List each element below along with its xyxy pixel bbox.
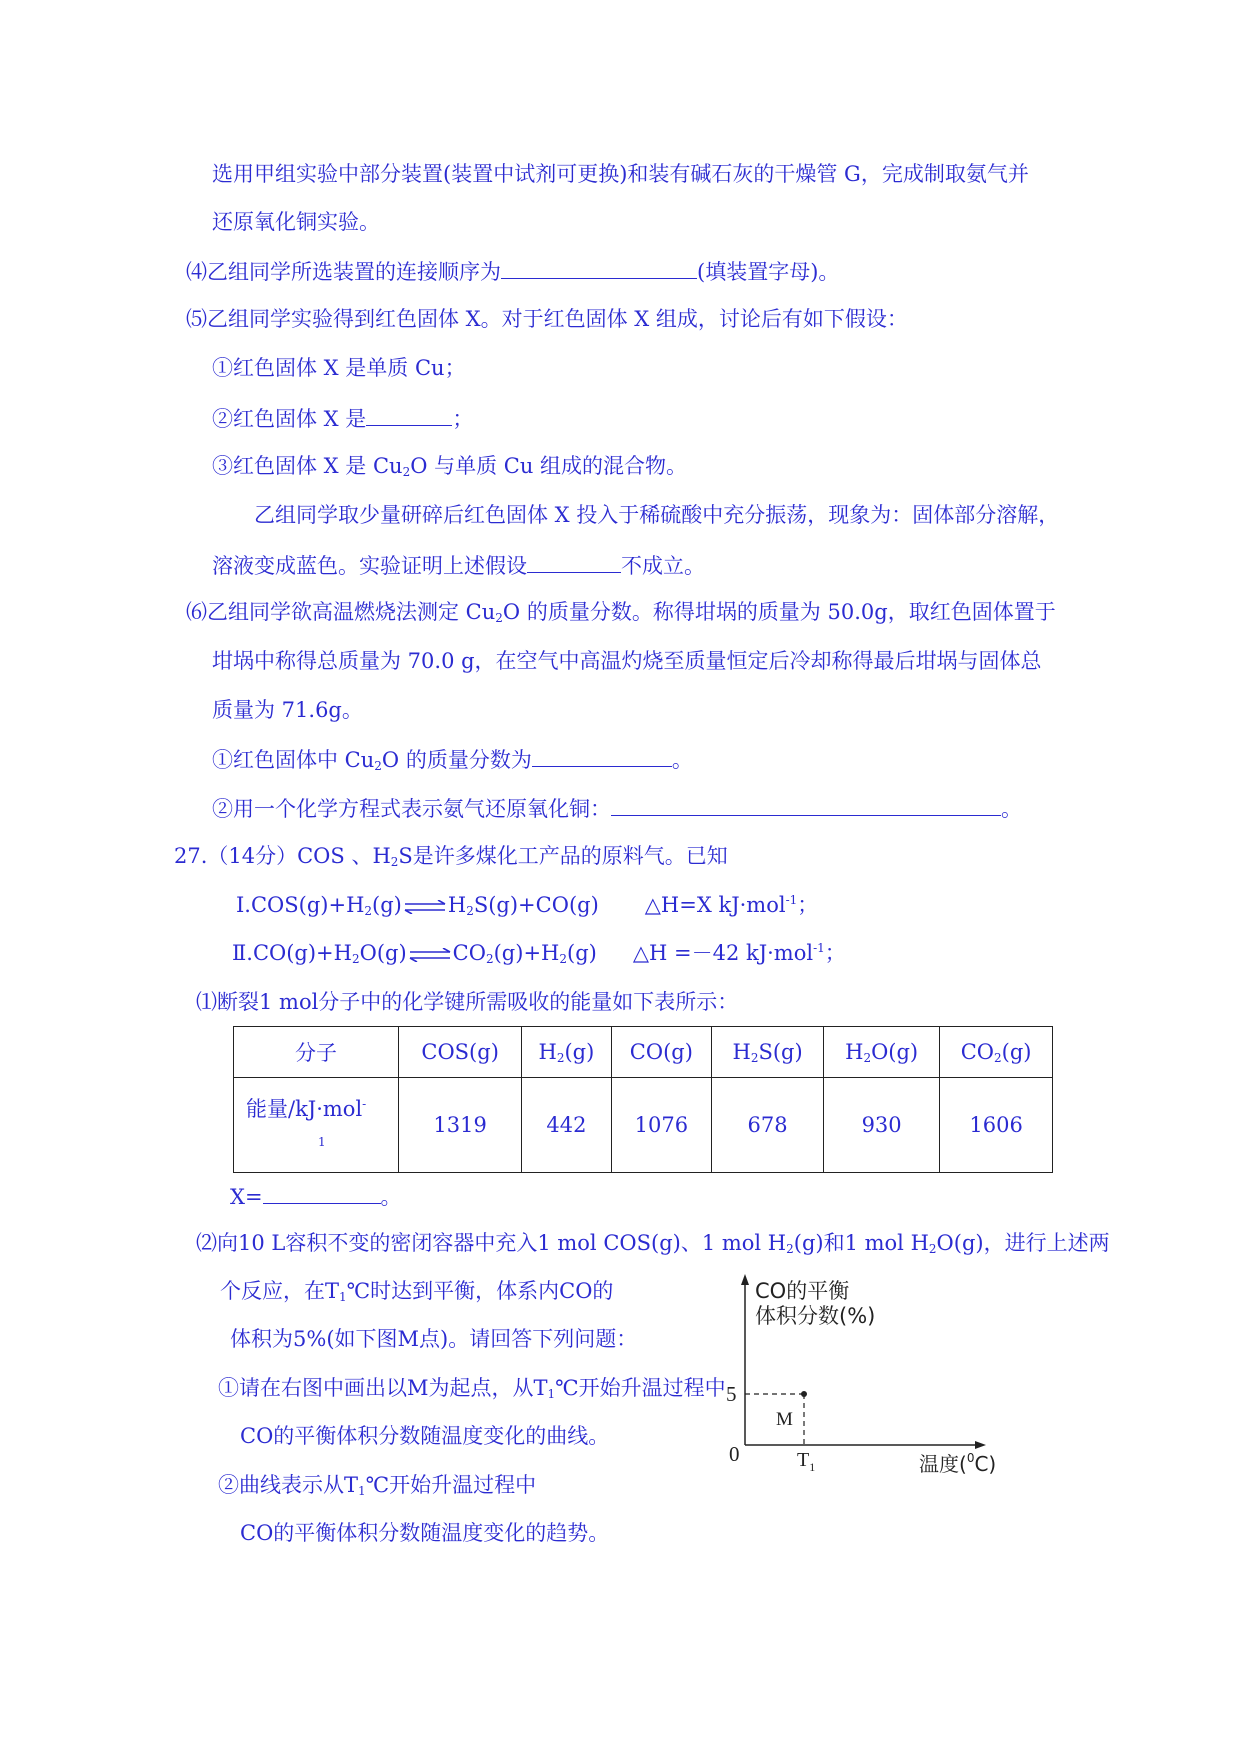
y-axis-arrow-icon [741,1274,749,1285]
answer-blank[interactable] [366,403,452,426]
y-axis-label-1: CO的平衡 [755,1279,850,1303]
table-row-label: 能量/kJ·mol- 1 [234,1078,399,1173]
x-answer: X= 。 [230,1181,402,1211]
table-header-row [234,1027,1053,1078]
answer-blank[interactable] [263,1181,381,1204]
equilibrium-arrow-icon [409,948,451,962]
table-header-cell: $H_2S(g)$ [712,1027,824,1078]
x-axis-label: 温度($^0$C) [919,1451,997,1476]
table-header-cell: 分子 [234,1027,399,1078]
origin-label: 0 [729,1442,740,1466]
text-line: 溶液变成蓝色。实验证明上述假设 不成立。 [212,550,705,580]
question-6-part-2: ②用一个化学方程式表示氨气还原氧化铜： 。 [212,793,1022,823]
point-m [801,1391,807,1397]
question-5: ⑸乙组同学实验得到红色固体 X。对于红色固体 X 组成，讨论后有如下假设： [186,307,908,331]
text-line: 质量为 71.6g。 [212,698,363,722]
question-27-2-part-1: ①请在右图中画出以M为起点，从$T_1℃$开始升温过程中 [218,1376,726,1401]
answer-blank[interactable] [527,550,621,573]
point-m-label: M [776,1409,793,1430]
x-axis-arrow-icon [975,1441,986,1449]
table-header-cell: CO(g) [611,1027,712,1078]
answer-blank[interactable] [532,744,672,767]
question-27-2: ⑵向10 L容积不变的密闭容器中充入1 mol COS(g)、1 mol $H_2(g)$和1 mol $H_2O(g)$，进行上述两 [196,1231,1110,1256]
table-cell: 1606 [940,1078,1053,1173]
table-header-cell: $H_2O(g)$ [824,1027,940,1078]
table-cell: 930 [824,1078,940,1173]
reaction-2: $Ⅱ.CO(g)+H_2O(g)$ $CO_2(g)+H_2(g)$ △H =－42 kJ·mol$^{-1}$； [232,941,846,966]
question-27-1: ⑴断裂1 mol分子中的化学键所需吸收的能量如下表所示： [196,990,739,1014]
x-tick-label: $T_1$ [797,1449,816,1474]
y-tick-label: 5 [726,1382,737,1406]
text-line: 选用甲组实验中部分装置(装置中试剂可更换)和装有碱石灰的干燥管 G，完成制取氨气并 [212,162,1029,186]
table-cell: 678 [712,1078,824,1173]
reaction-1: $Ⅰ.COS(g)+H_2(g)$ $H_2S(g)+CO(g)$ △H=X kJ·mol$^{-1}$； [236,893,819,918]
hypothesis-1: ①红色固体 X 是单质 Cu； [212,356,466,380]
table-header-cell: COS(g) [399,1027,522,1078]
question-27: 27.（14分）COS 、$H_2S$是许多煤化工产品的原料气。已知 [174,844,728,869]
question-4: ⑷乙组同学所选装置的连接顺序为 (填装置字母)。 [186,256,839,286]
answer-blank[interactable] [501,256,697,279]
table-header-cell: $CO_2(g)$ [940,1027,1053,1078]
text-line: CO的平衡体积分数随温度变化的曲线。 [240,1424,610,1448]
hypothesis-3: ③红色固体 X 是 $Cu_2O$ 与单质 Cu 组成的混合物。 [212,454,688,479]
text-line: 个反应，在$T_1℃$时达到平衡，体系内CO的 [220,1279,614,1304]
table-header-cell: $H_2(g)$ [522,1027,611,1078]
co-volume-fraction-graph [700,1270,1020,1490]
text-line: 体积为5%(如下图M点)。请回答下列问题： [230,1327,638,1351]
answer-blank[interactable] [611,793,1001,816]
y-axis-label-2: 体积分数(%) [755,1304,876,1328]
text-line: CO的平衡体积分数随温度变化的趋势。 [240,1521,610,1545]
hypothesis-2: ②红色固体 X 是 ； [212,403,473,433]
table-row [234,1078,1053,1173]
equilibrium-arrow-icon [404,900,446,914]
table-cell: 1319 [399,1078,522,1173]
text-line: 还原氧化铜实验。 [212,210,380,234]
table-cell: 442 [522,1078,611,1173]
question-6: ⑹乙组同学欲高温燃烧法测定 $Cu_2O$ 的质量分数。称得坩埚的质量为 50.0g，取红色固体置于 [186,600,1056,625]
bond-energy-table [233,1026,1053,1173]
question-6-part-1: ①红色固体中 $Cu_2O$ 的质量分数为 。 [212,744,693,774]
text-line: 坩埚中称得总质量为 70.0 g，在空气中高温灼烧至质量恒定后冷却称得最后坩埚与固体总 [212,649,1042,673]
text-line: 乙组同学取少量研碎后红色固体 X 投入于稀硫酸中充分振荡，现象为：固体部分溶解， [254,503,1060,527]
question-27-2-part-2: ②曲线表示从$T_1℃$开始升温过程中 [218,1473,537,1498]
table-cell: 1076 [611,1078,712,1173]
